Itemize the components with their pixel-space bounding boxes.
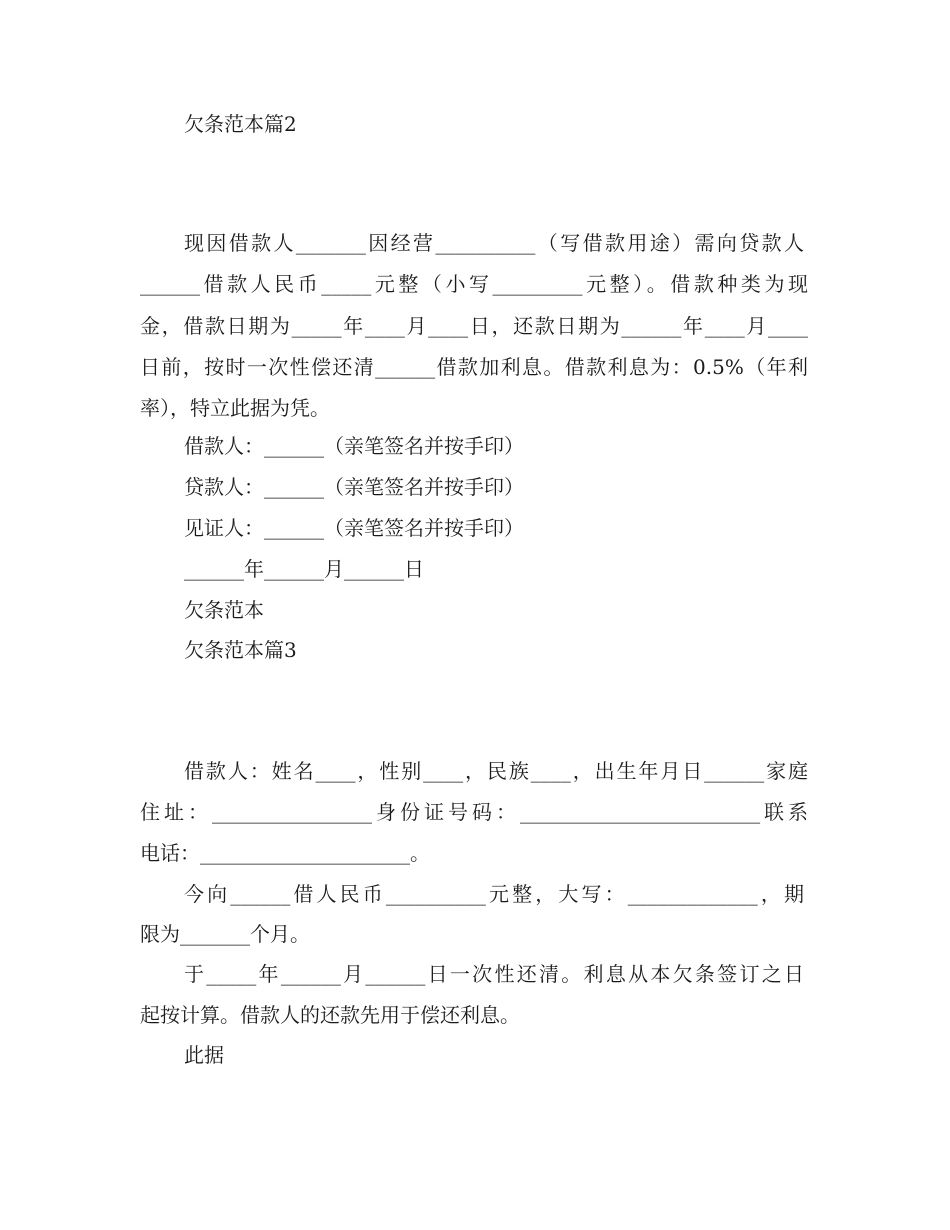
footer-title: 欠条范本 [184, 598, 264, 622]
section2-paragraph-line-2: ______借款人民币_____元整（小写_________元整）。借款种类为现 [140, 272, 808, 296]
borrower-info-line-1: 借款人：姓名____，性别____，民族____，出生年月日______家庭 [184, 759, 808, 783]
section3-heading: 欠条范本篇3 [184, 638, 297, 662]
loan-line-2: 限为_______个月。 [140, 922, 310, 946]
section2-paragraph-line-3: 金，借款日期为_____年____月____日，还款日期为______年____月____ [140, 314, 808, 338]
witness-signature-line: 见证人：______（亲笔签名并按手印） [184, 516, 524, 540]
section2-heading: 欠条范本篇2 [184, 112, 297, 136]
borrower-signature-line: 借款人：______（亲笔签名并按手印） [184, 434, 524, 458]
borrower-info-line-2: 住址：________________身份证号码：________________________联系 [140, 800, 808, 824]
date-line: ______年______月______日 [184, 557, 424, 581]
closing-text: 此据 [184, 1043, 224, 1067]
section2-paragraph-line-1: 现因借款人_______因经营__________（写借款用途）需向贷款人 [184, 231, 804, 255]
section2-paragraph-line-4: 日前，按时一次性偿还清______借款加利息。借款利息为：0.5%（年利 [140, 355, 808, 379]
borrower-info-line-3: 电话：_____________________。 [140, 841, 430, 865]
lender-signature-line: 贷款人：______（亲笔签名并按手印） [184, 475, 524, 499]
section2-paragraph-line-5: 率），特立此据为凭。 [140, 396, 330, 420]
repay-line-2: 起按计算。借款人的还款先用于偿还利息。 [140, 1003, 520, 1027]
loan-line-1: 今向______借人民币__________元整，大写：_____________，期 [184, 882, 804, 906]
repay-line-1: 于_____年______月______日一次性还清。利息从本欠条签订之日 [184, 962, 804, 986]
